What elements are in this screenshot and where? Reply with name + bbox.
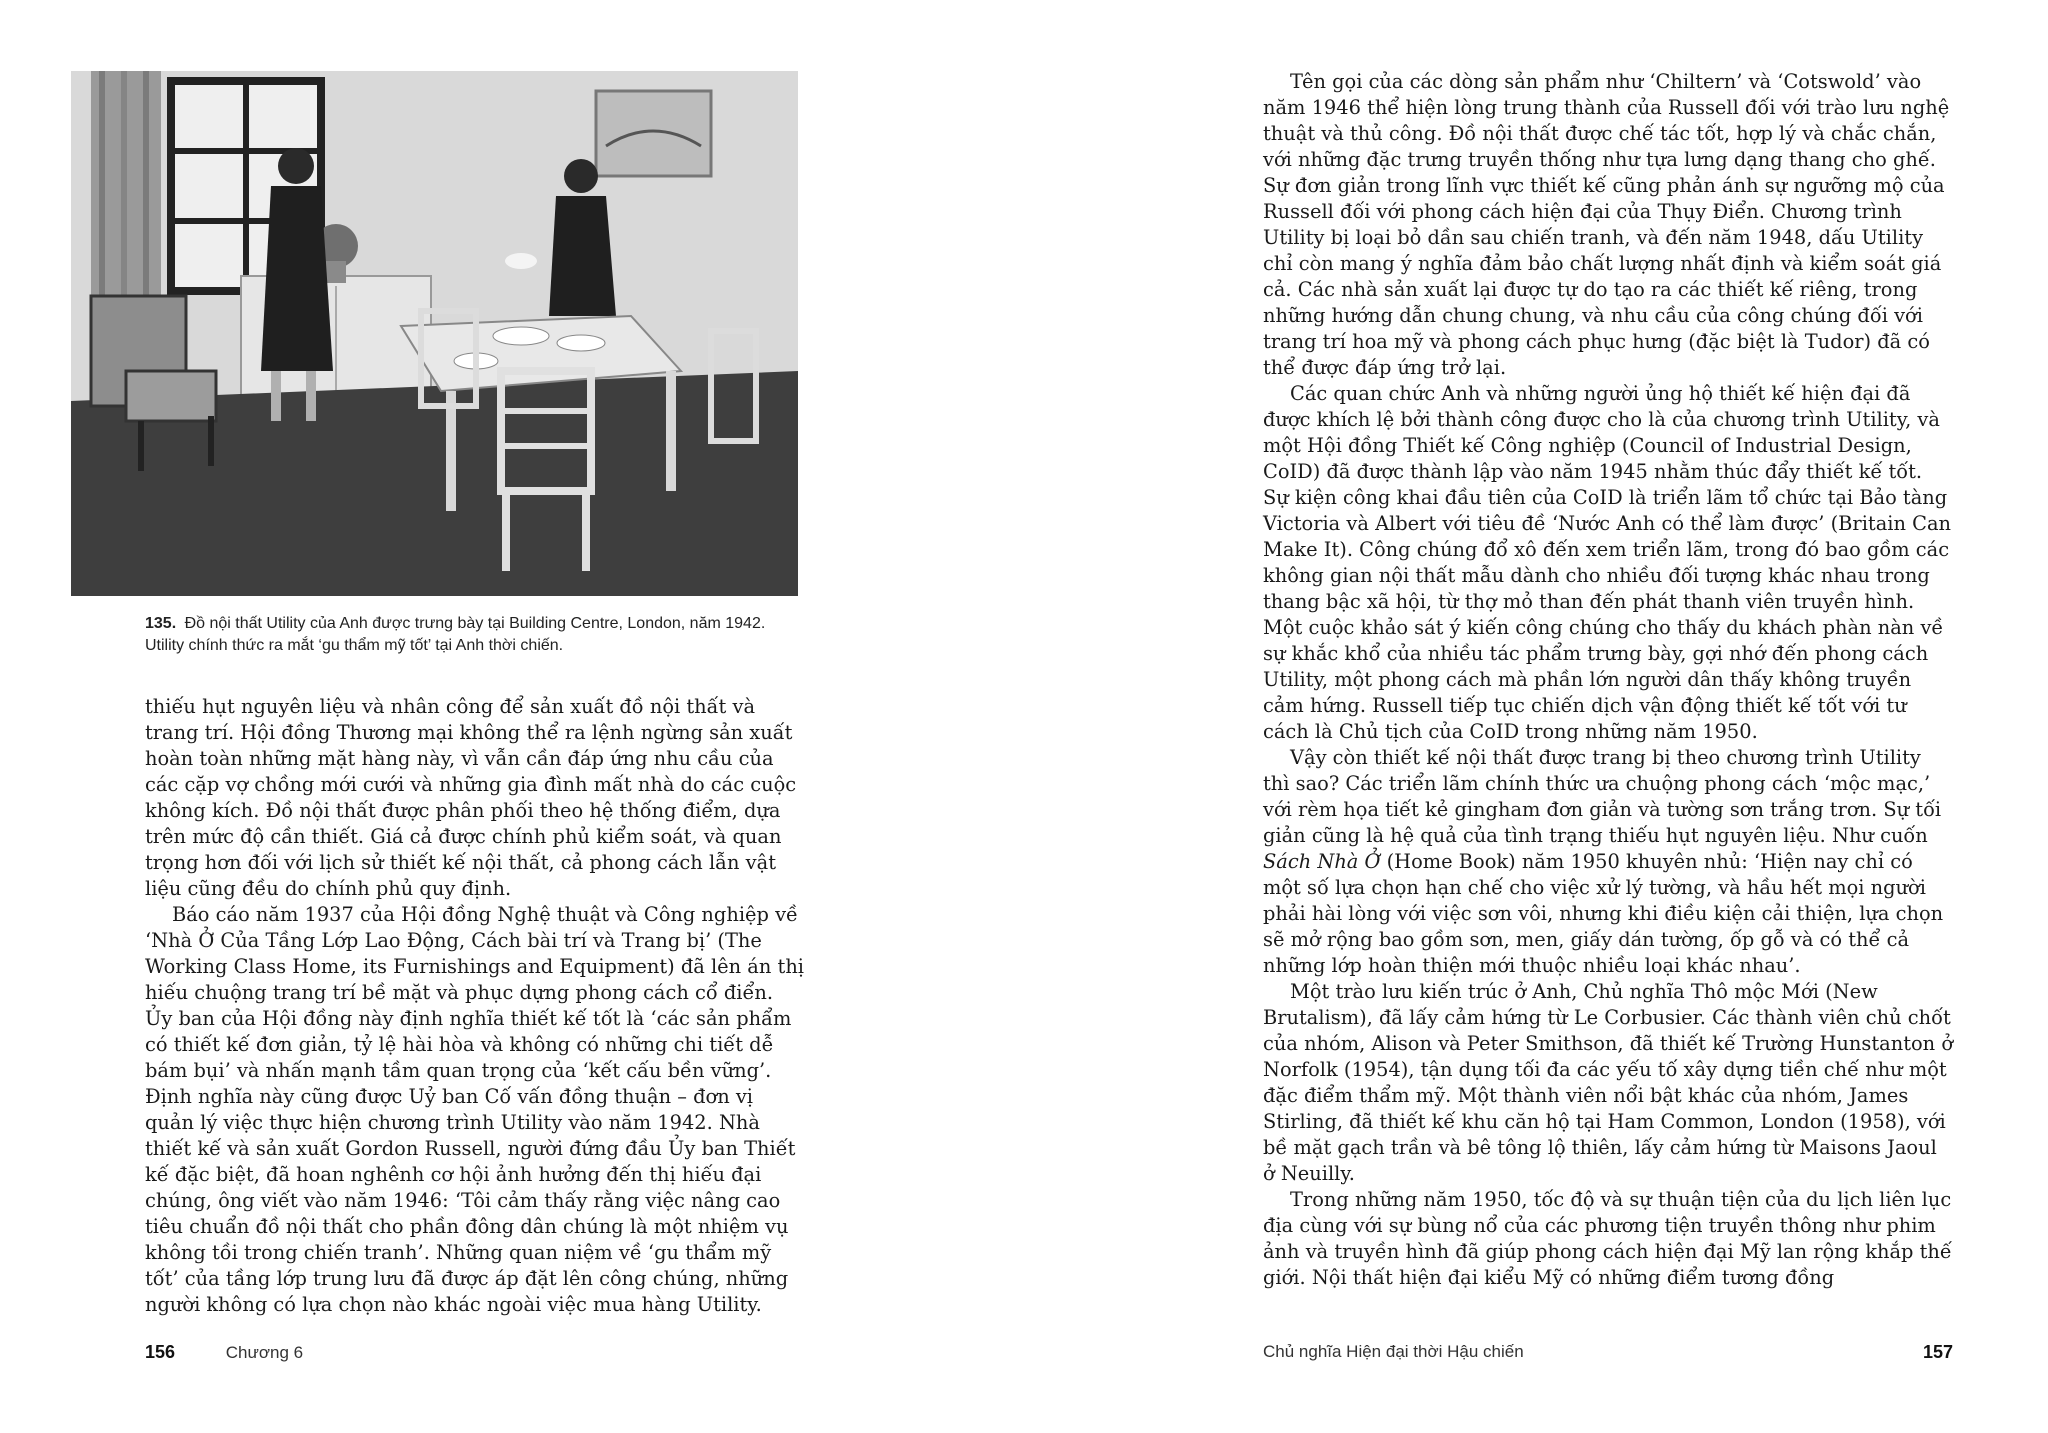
figure-number: 135.	[145, 615, 177, 632]
page-number-right: 157	[1922, 1342, 1953, 1362]
page-number-left: 156	[145, 1342, 176, 1362]
left-body-text	[145, 694, 805, 1318]
left-paragraph-2: Báo cáo năm 1937 của Hội đồng Nghệ thuật và Công nghiệp về ‘Nhà Ở Của Tầng Lớp Lao Động, Cách bài trí và Trang bị’ (The Working Class Home, its Furnishings and Equipment) đã lên án thị hiếu chuộng trang trí bề mặt và phục dựng phong cách cổ điển. Ủy ban của Hội đồng này định nghĩa thiết kế tốt là ‘các sản phẩm có thiết kế đơn giản, tỷ lệ hài hòa và không có những chi tiết dễ bám bụi’ và nhấn mạnh tầm quan trọng của ‘kết cấu bền vững’. Định nghĩa này cũng được Uỷ ban Cố vấn đồng thuận – đơn vị quản lý việc thực hiện chương trình Utility vào năm 1942. Nhà thiết kế và sản xuất Gordon Russell, người đứng đầu Ủy ban Thiết kế đặc biệt, đã hoan nghênh cơ hội ảnh hưởng đến thị hiếu đại chúng, ông viết vào năm 1946: ‘Tôi cảm thấy rằng việc nâng cao tiêu chuẩn đồ nội thất cho phần đông dân chúng là một nhiệm vụ không tồi trong chiến tranh’. Những quan niệm về ‘gu thẩm mỹ tốt’ của tầng lớp trung lưu đã được áp đặt lên công chúng, những người không có lựa chọn nào khác ngoài việc mua hàng Utility.	[145, 903, 805, 1316]
right-paragraph-5: Trong những năm 1950, tốc độ và sự thuận tiện của du lịch liên lục địa cùng với sự bùng nổ của các phương tiện truyền thông như phim ảnh và truyền hình đã giúp phong cách hiện đại Mỹ lan rộng khắp thế giới. Nội thất hiện đại kiểu Mỹ có những điểm tương đồng	[1263, 1188, 1952, 1289]
right-body-text	[1263, 69, 1953, 1291]
dining-room-photo	[71, 71, 798, 596]
figure-caption	[145, 613, 795, 657]
right-folio	[1263, 1342, 1953, 1363]
running-head-right: Chủ nghĩa Hiện đại thời Hậu chiến	[1263, 1342, 1524, 1361]
left-folio	[145, 1342, 303, 1363]
right-paragraph-2: Các quan chức Anh và những người ủng hộ thiết kế hiện đại đã được khích lệ bởi thành công được cho là của chương trình Utility, và một Hội đồng Thiết kế Công nghiệp (Council of Industrial Design, CoID) đã được thành lập vào năm 1945 nhằm thúc đẩy thiết kế tốt. Sự kiện công khai đầu tiên của CoID là triển lãm tổ chức tại Bảo tàng Victoria và Albert với tiêu đề ‘Nước Anh có thể làm được’ (Britain Can Make It). Công chúng đổ xô đến xem triển lãm, trong đó bao gồm các không gian nội thất mẫu dành cho nhiều đối tượng khác nhau trong thang bậc xã hội, từ thợ mỏ than đến phát thanh viên truyền hình. Một cuộc khảo sát ý kiến công chúng cho thấy du khách phàn nàn về sự khắc khổ của nhiều tác phẩm trưng bày, gợi nhớ đến phong cách Utility, một phong cách mà phần lớn người dân thấy không truyền cảm hứng. Russell tiếp tục chiến dịch vận động thiết kế tốt với tư cách là Chủ tịch của CoID trong những năm 1950.	[1263, 382, 1951, 743]
running-head-left: Chương 6	[225, 1343, 304, 1362]
right-paragraph-3	[1263, 745, 1953, 979]
right-paragraph-4: Một trào lưu kiến trúc ở Anh, Chủ nghĩa Thô mộc Mới (New Brutalism), đã lấy cảm hứng từ Le Corbusier. Các thành viên chủ chốt của nhóm, Alison và Peter Smithson, đã thiết kế Trường Hunstanton ở Norfolk (1954), tận dụng tối đa các yếu tố xây dựng tiền chế như một đặc điểm thẩm mỹ. Một thành viên nổi bật khác của nhóm, James Stirling, đã thiết kế khu căn hộ tại Ham Common, London (1958), với bề mặt gạch trần và bê tông lộ thiên, lấy cảm hứng từ Maisons Jaoul ở Neuilly.	[1263, 980, 1953, 1185]
left-paragraph-1: thiếu hụt nguyên liệu và nhân công để sản xuất đồ nội thất và trang trí. Hội đồng Thương mại không thể ra lệnh ngừng sản xuất hoàn toàn những mặt hàng này, vì vẫn cần đáp ứng nhu cầu của các cặp vợ chồng mới cưới và những gia đình mất nhà do các cuộc không kích. Đồ nội thất được phân phối theo hệ thống điểm, dựa trên mức độ cần thiết. Giá cả được chính phủ kiểm soát, và quan trọng hơn đối với lịch sử thiết kế nội thất, cả phong cách lẫn vật liệu cũng đều do chính phủ quy định.	[145, 695, 797, 900]
figure-caption-text: Đồ nội thất Utility của Anh được trưng bày tại Building Centre, London, năm 1942. Utility chính thức ra mắt ‘gu thẩm mỹ tốt’ tại Anh thời chiến.	[145, 615, 766, 654]
right-paragraph-3-a: Vậy còn thiết kế nội thất được trang bị theo chương trình Utility thì sao? Các triển lãm chính thức ưa chuộng phong cách ‘mộc mạc,’ với rèm họa tiết kẻ gingham đơn giản và tường sơn trắng trơn. Sự tối giản cũng là hệ quả của tình trạng thiếu hụt nguyên liệu. Như cuốn	[1263, 746, 1942, 847]
right-paragraph-3-b: (Home Book) năm 1950 khuyên nhủ: ‘Hiện nay chỉ có một số lựa chọn hạn chế cho việc xử lý tường, và hầu hết mọi người phải hài lòng với việc sơn vôi, nhưng khi điều kiện cải thiện, lựa chọn sẽ mở rộng bao gồm sơn, men, giấy dán tường, ốp gỗ và có thể cả những lớp hoàn thiện mới thuộc nhiều loại khác nhau’.	[1263, 850, 1944, 977]
right-paragraph-1: Tên gọi của các dòng sản phẩm như ‘Chiltern’ và ‘Cotswold’ vào năm 1946 thể hiện lòng trung thành của Russell đối với trào lưu nghệ thuật và thủ công. Đồ nội thất được chế tác tốt, hợp lý và chắc chắn, với những đặc trưng truyền thống như tựa lưng dạng thang cho ghế. Sự đơn giản trong lĩnh vực thiết kế cũng phản ánh sự ngưỡng mộ của Russell đối với phong cách hiện đại của Thụy Điển. Chương trình Utility bị loại bỏ dần sau chiến tranh, và đến năm 1948, dấu Utility chỉ còn mang ý nghĩa đảm bảo chất lượng nhất định và kiểm soát giá cả. Các nhà sản xuất lại được tự do tạo ra các thiết kế riêng, trong những hướng dẫn chung chung, và nhu cầu của công chúng đối với trang trí hoa mỹ và phong cách phục hưng (đặc biệt là Tudor) đã có thể được đáp ứng trở lại.	[1263, 70, 1950, 379]
book-title-italic: Sách Nhà Ở	[1263, 850, 1381, 873]
right-page	[1024, 0, 2048, 1433]
figure-photo	[71, 71, 798, 596]
